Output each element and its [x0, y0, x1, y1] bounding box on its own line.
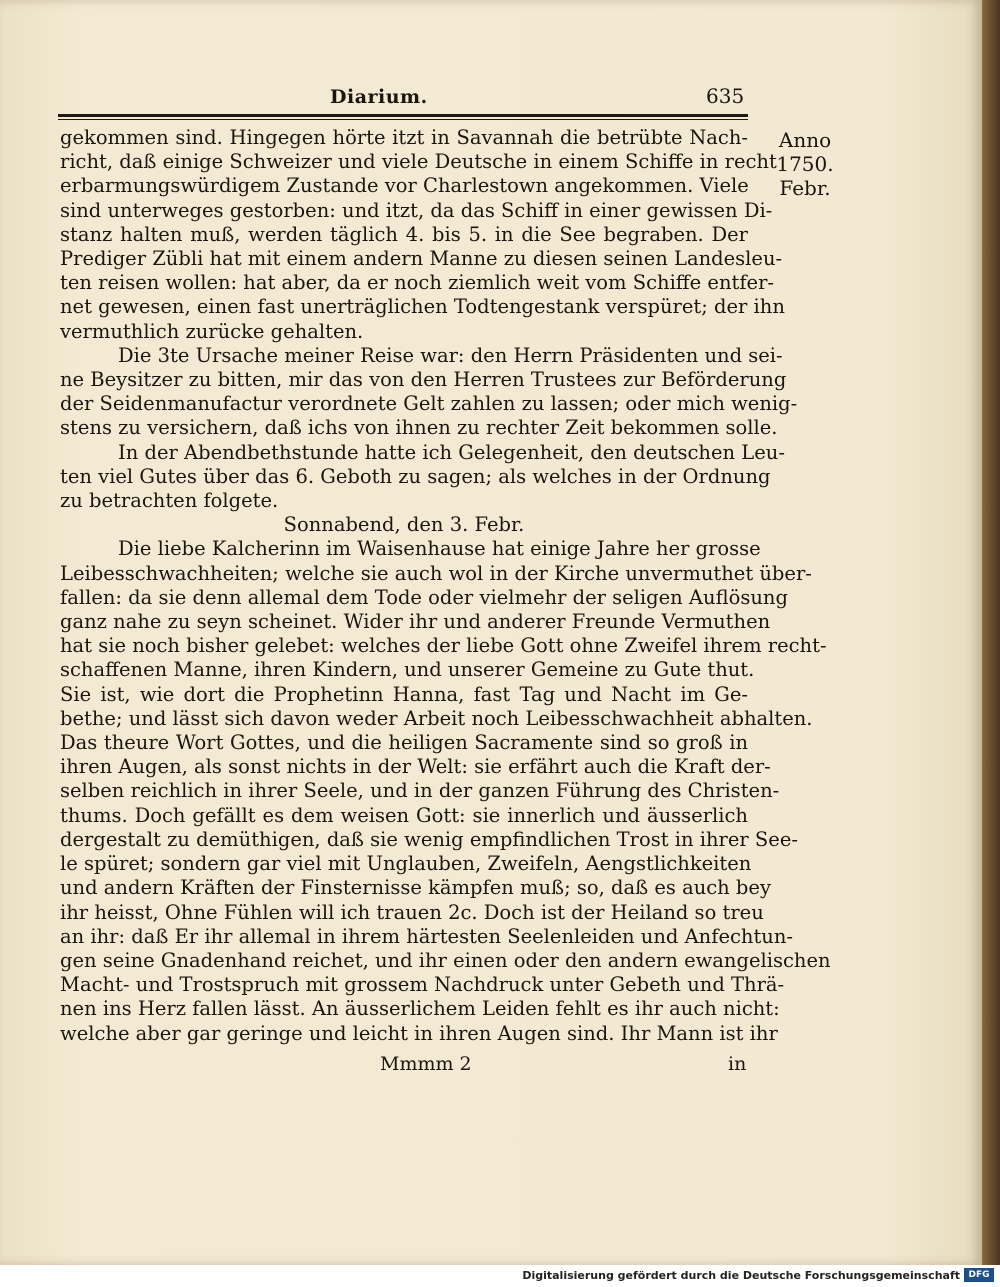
running-head: Diarium.: [330, 86, 428, 108]
text-line: gen seine Gnadenhand reichet, und ihr einen oder den andern ewangelischen: [60, 948, 831, 972]
text-line: erbarmungswürdigem Zustande vor Charlestown angekommen. Viele: [60, 174, 749, 198]
text-line: ne Beysitzer zu bitten, mir das von den Herren Trustees zur Beförderung: [60, 368, 787, 392]
text-line: nen ins Herz fallen lässt. An äusserlichem Leiden fehlt es ihr auch nicht:: [60, 997, 780, 1021]
header-rule: [58, 114, 748, 117]
text-line: stanz halten muß, werden täglich 4. bis 5. in die See begraben. Der: [60, 222, 748, 246]
text-line: Sie ist, wie dort die Prophetinn Hanna, fast Tag und Nacht im Ge-: [60, 682, 748, 706]
text-line: ganz nahe zu seyn scheinet. Wider ihr und anderer Freunde Vermuthen: [60, 610, 771, 634]
text-line: sind unterweges gestorben: und itzt, da das Schiff in einer gewissen Di-: [60, 198, 773, 222]
text-line: Prediger Zübli hat mit einem andern Manne zu diesen seinen Landesleu-: [60, 247, 783, 271]
text-line: thums. Doch gefällt es dem weisen Gott: sie innerlich und äusserlich: [60, 803, 748, 827]
signature-mark: Mmmm 2: [380, 1053, 472, 1075]
text-line: ihren Augen, als sonst nichts in der Welt: sie erfährt auch die Kraft der-: [60, 755, 771, 779]
text-line: fallen: da sie denn allemal dem Tode oder vielmehr der seligen Auflösung: [60, 585, 788, 609]
text-line: Das theure Wort Gottes, und die heiligen Sacramente sind so groß in: [60, 731, 748, 755]
text-line: In der Abendbethstunde hatte ich Gelegenheit, den deutschen Leu-: [118, 440, 785, 464]
text-line: bethe; und lässt sich davon weder Arbeit noch Leibesschwachheit abhalten.: [60, 706, 813, 730]
text-line: selben reichlich in ihrer Seele, und in der ganzen Führung des Christen-: [60, 779, 780, 803]
margin-note: [770, 128, 840, 201]
text-line: zu betrachten folgete.: [60, 489, 279, 513]
text-line: le spüret; sondern gar viel mit Unglauben, Zweifeln, Aengstlichkeiten: [60, 852, 752, 876]
text-line: schaffenen Manne, ihren Kindern, und unserer Gemeine zu Gute thut.: [60, 658, 755, 682]
text-line: Leibesschwachheiten; welche sie auch wol in der Kirche unvermuthet über-: [60, 561, 812, 585]
text-line: vermuthlich zurücke gehalten.: [60, 319, 364, 343]
text-line: ihr heisst, Ohne Fühlen will ich trauen 2c. Doch ist der Heiland so treu: [60, 900, 764, 924]
text-line: dergestalt zu demüthigen, daß sie wenig empfindlichen Trost in ihrer See-: [60, 827, 798, 851]
credit-text: Digitalisierung gefördert durch die Deutsche Forschungsgemeinschaft: [522, 1269, 960, 1282]
page-number: 635: [706, 84, 745, 108]
text-line: hat sie noch bisher gelebet: welches der liebe Gott ohne Zweifel ihrem recht-: [60, 634, 827, 658]
header-rule-thin: [58, 119, 748, 120]
text-line: ten viel Gutes über das 6. Geboth zu sagen; als welches in der Ordnung: [60, 464, 771, 488]
text-line: Macht- und Trostspruch mit grossem Nachdruck unter Gebeth und Thrä-: [60, 973, 785, 997]
margin-year: 1750.: [776, 152, 834, 177]
text-line: ten reisen wollen: hat aber, da er noch ziemlich weit vom Schiffe entfer-: [60, 271, 775, 295]
text-line: Die liebe Kalcherinn im Waisenhause hat einige Jahre her grosse: [118, 537, 761, 561]
text-line: und andern Kräften der Finsternisse kämpfen muß; so, daß es auch bey: [60, 876, 771, 900]
text-line: der Seidenmanufactur verordnete Gelt zahlen zu lassen; oder mich wenig-: [60, 392, 798, 416]
dfg-logo-icon: DFG: [964, 1268, 994, 1282]
catchword: in: [728, 1053, 747, 1075]
text-line: stens zu versichern, daß ichs von ihnen zu rechter Zeit bekommen solle.: [60, 416, 778, 440]
text-line: gekommen sind. Hingegen hörte itzt in Savannah die betrübte Nach-: [60, 126, 748, 149]
text-line: net gewesen, einen fast unerträglichen Todtengestank verspüret; der ihn: [60, 295, 785, 319]
date-heading: Sonnabend, den 3. Febr.: [283, 513, 525, 537]
margin-month: Febr.: [779, 176, 831, 201]
text-line: Die 3te Ursache meiner Reise war: den Herrn Präsidenten und sei-: [118, 343, 783, 367]
text-line: welche aber gar geringe und leicht in ihren Augen sind. Ihr Mann ist ihr: [60, 1021, 778, 1045]
margin-year-label: Anno: [778, 128, 832, 152]
book-edge: [982, 0, 1000, 1265]
text-line: richt, daß einige Schweizer und viele Deutsche in einem Schiffe in recht: [60, 150, 777, 174]
text-line: an ihr: daß Er ihr allemal in ihrem härtesten Seelenleiden und Anfechtun-: [60, 924, 794, 948]
